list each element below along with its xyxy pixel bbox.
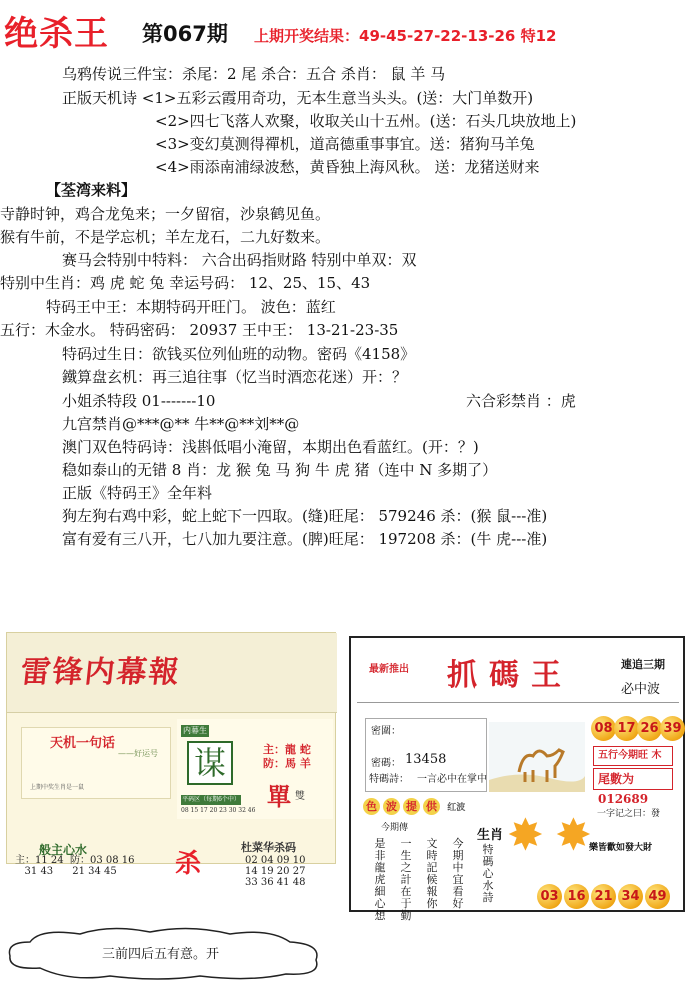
tianji-panel bbox=[21, 727, 171, 799]
text-line: <2>四七飞落人欢聚，收取关山十五州。(送：石头几块放地上) bbox=[155, 112, 577, 130]
weishu-box: 尾數为 012689 bbox=[593, 768, 673, 790]
camel-illustration bbox=[489, 722, 585, 792]
new-label: 最新推出 bbox=[369, 664, 409, 675]
ban-title: 般主心水 bbox=[39, 843, 88, 857]
poem-column: 一生之計在于勤 bbox=[400, 837, 412, 922]
last-result: 上期开奖结果：49-45-27-22-13-26 特12 bbox=[254, 27, 557, 45]
ball-bottom-2: 16 bbox=[564, 884, 589, 909]
zhuama-title: 抓碼王 bbox=[447, 658, 573, 693]
text-line: 正版天机诗 <1>五彩云霞用奇功，无本生意当头头。(送：大门单数开) bbox=[62, 89, 534, 107]
pingma-label: 平码区（每期6个中） bbox=[182, 796, 240, 803]
ball-top-3: 26 bbox=[637, 716, 662, 741]
tianji-hint: 上期中奖生肖是一鼠 bbox=[30, 784, 85, 791]
text-line: 小姐杀特段 01-------10 bbox=[62, 392, 216, 410]
ball-bottom-5: 49 bbox=[645, 884, 670, 909]
ball-bottom-4: 34 bbox=[618, 884, 643, 909]
poem-column: 今期中宜看好 bbox=[452, 837, 464, 910]
zhu-line: 主：龍 蛇 bbox=[263, 743, 311, 756]
mima-label: 密碼： bbox=[371, 758, 401, 769]
text-line: 寺静时钟，鸡合龙兔来；一夕留宿，沙泉鹤见鱼。 bbox=[0, 205, 331, 223]
text-line: 九宫禁肖@***@** 牛**@**刘**@ bbox=[62, 415, 300, 433]
starburst-icon: ✸ bbox=[507, 810, 544, 861]
text-line: 特码过生日：欲钱买位列仙班的动物。密码《4158》 bbox=[62, 345, 416, 363]
mima-value: 13458 bbox=[405, 752, 447, 767]
text-line: 正版《特码王》全年料 bbox=[62, 484, 213, 502]
color-chip: 提 bbox=[403, 798, 420, 815]
fang-line: 防：馬 羊 bbox=[263, 757, 311, 770]
shuang-glyph: 雙 bbox=[295, 791, 305, 802]
issue-number: 第067期 bbox=[142, 22, 228, 46]
red-wave: 红波 bbox=[447, 803, 466, 813]
ball-top-1: 08 bbox=[591, 716, 616, 741]
fortune-line: 樂皆歡如發大財 bbox=[589, 843, 653, 853]
card-title: 雷锋内幕報 bbox=[18, 655, 183, 690]
poem-column: 特碼心水詩 bbox=[482, 843, 494, 904]
mou-glyph: 谋 bbox=[187, 741, 233, 785]
starburst-icon: ✸ bbox=[555, 810, 592, 861]
pingma-numbers: 08 15 17 20 23 30 32 46 bbox=[181, 807, 256, 814]
leifeng-card bbox=[6, 632, 336, 888]
neimu-panel bbox=[177, 719, 333, 819]
text-line: 澳门双色特码诗：浅斟低唱小淹留，本期出色看蓝红。(开：？) bbox=[62, 438, 479, 456]
ball-top-2: 17 bbox=[614, 716, 639, 741]
poem-column: 文時記候報你 bbox=[426, 837, 438, 910]
color-chip: 色 bbox=[363, 798, 380, 815]
tianji-title: 天机一句话 bbox=[50, 736, 116, 751]
text-line: 乌鸦传说三件宝：杀尾：2 尾 杀合：五合 杀肖： 鼠 羊 马 bbox=[62, 65, 446, 83]
divider bbox=[357, 702, 679, 703]
cloud-text: 三前四后五有意。开 bbox=[102, 947, 220, 962]
sha-numbers: 02 04 09 10 14 19 20 27 33 36 41 48 bbox=[245, 855, 306, 888]
poem-column: 是非龍虎細心想 bbox=[374, 837, 386, 922]
section-title: 【荃湾来料】 bbox=[46, 181, 137, 199]
text-line: 鐵算盘玄机：再三追往事（忆当时酒恋花迷）开：？ bbox=[62, 368, 408, 386]
wuxing-box: 五行今期旺 木 bbox=[593, 746, 673, 766]
text-line: 特码王中王：本期特码开旺门。 波色：蓝红 bbox=[46, 298, 336, 316]
color-chip: 供 bbox=[423, 798, 440, 815]
shengxiao-label: 生肖 bbox=[477, 828, 504, 843]
today-label: 今期傳 bbox=[381, 823, 409, 833]
text-line: 赛马会特别中特料： 六合出码指财路 特别中单双：双 bbox=[62, 251, 417, 269]
dan-glyph: 單 bbox=[267, 783, 291, 811]
must-wave: 必中波 bbox=[621, 682, 661, 697]
color-chip: 波 bbox=[383, 798, 400, 815]
cloud-bubble bbox=[0, 924, 330, 982]
miwei-label: 密圍： bbox=[371, 726, 401, 737]
text-line: <3>变幻莫测得禪机，道高德重事事宜。送：猪狗马羊兔 bbox=[155, 135, 535, 153]
text-line: 六合彩禁肖 ：虎 bbox=[466, 392, 576, 410]
three-periods: 連追三期 bbox=[621, 658, 665, 671]
text-line: 富有爱有三八开，七八加九要注意。(脾)旺尾： 197208 杀：(牛 虎---准) bbox=[62, 530, 548, 548]
ball-top-4: 39 bbox=[660, 716, 685, 741]
sha-title: 杜菜华杀码 bbox=[241, 841, 296, 854]
text-line: 特别中生肖：鸡 虎 蛇 兔 幸运号码： 12、25、15、43 bbox=[0, 274, 371, 292]
header bbox=[0, 0, 692, 54]
neimu-badge: 内幕生 bbox=[183, 726, 207, 735]
tianji-sub: ——好运号 bbox=[118, 749, 158, 758]
site-logo: 绝杀王 bbox=[4, 14, 109, 54]
text-line: 狗左狗右鸡中彩，蛇上蛇下一四取。(缝)旺尾： 579246 杀：(猴 鼠---准) bbox=[62, 507, 548, 525]
sha-seal: 杀 bbox=[175, 849, 202, 879]
ball-bottom-3: 21 bbox=[591, 884, 616, 909]
tema-label: 特碼詩： bbox=[369, 774, 409, 785]
zhuama-card bbox=[349, 636, 685, 922]
ban-numbers: 主：11 24 防：03 08 16 31 43 21 34 45 bbox=[15, 855, 135, 877]
text-line: 稳如泰山的无错 8 肖：龙 猴 兔 马 狗 牛 虎 猪（连中 N 多期了） bbox=[62, 461, 498, 479]
ball-bottom-1: 03 bbox=[537, 884, 562, 909]
text-line: 五行：木金水。 特码密码： 20937 王中王： 13-21-23-35 bbox=[0, 321, 399, 339]
one-word: 一字记之曰：發 bbox=[597, 809, 661, 819]
color-wave-row bbox=[363, 798, 465, 815]
tema-value: 一言必中在掌中 bbox=[417, 774, 487, 785]
text-line: <4>雨添南浦绿波愁，黄昏独上海风秋。 送：龙猪送财来 bbox=[155, 158, 540, 176]
text-line: 猴有牛前，不是学忘机；羊左龙石，二九好数来。 bbox=[0, 228, 331, 246]
card-banner bbox=[7, 633, 337, 713]
